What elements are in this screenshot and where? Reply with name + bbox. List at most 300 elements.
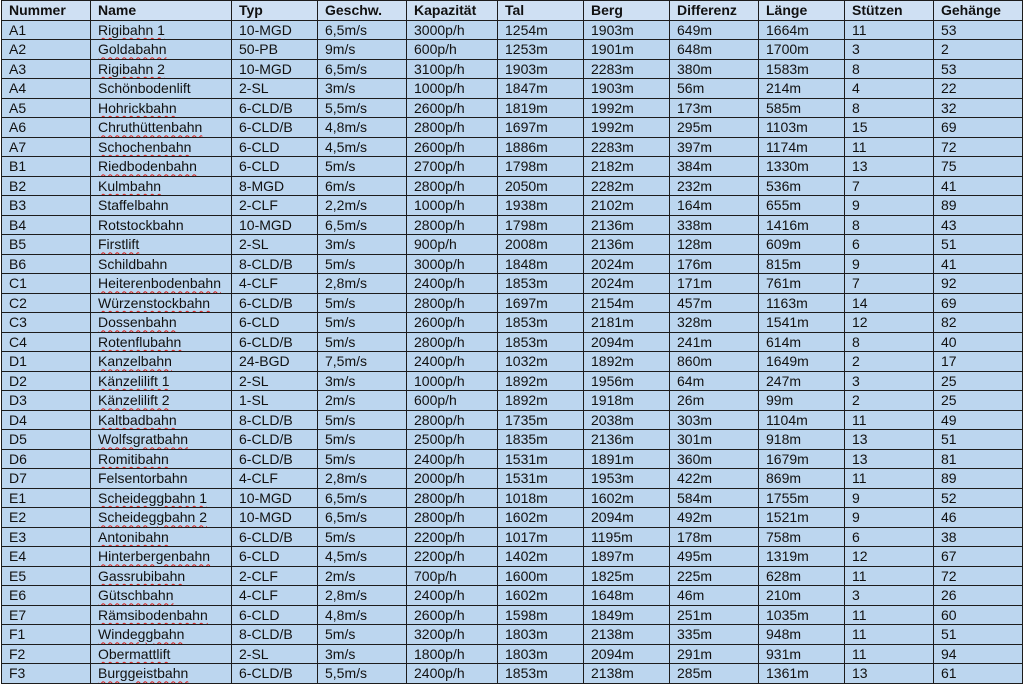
lift-name-text: Hinterbergenbahn	[98, 548, 211, 565]
cell-differenz: 380m	[670, 59, 759, 79]
cell-typ: 6-CLD	[232, 605, 318, 625]
cell-kapazitaet: 2600p/h	[407, 137, 498, 157]
cell-geschw: 5m/s	[318, 449, 407, 469]
cell-typ: 2-SL	[232, 644, 318, 664]
cell-geschw: 5m/s	[318, 410, 407, 430]
cell-gehaenge: 53	[934, 59, 1023, 79]
cell-differenz: 56m	[670, 79, 759, 99]
cell-differenz: 225m	[670, 566, 759, 586]
cell-kapazitaet: 2800p/h	[407, 293, 498, 313]
cell-nummer: B1	[2, 157, 91, 177]
cell-differenz: 128m	[670, 235, 759, 255]
cell-gehaenge: 61	[934, 664, 1023, 684]
lift-name-text: Firstlift	[98, 236, 140, 253]
cell-stuetzen: 2	[845, 391, 934, 411]
cell-nummer: E2	[2, 508, 91, 528]
table-row	[2, 254, 1023, 274]
cell-nummer: D3	[2, 391, 91, 411]
cell-differenz: 285m	[670, 664, 759, 684]
cell-gehaenge: 43	[934, 215, 1023, 235]
col-stuetzen-header: Stützen	[845, 1, 934, 21]
cell-laenge: 210m	[759, 586, 845, 606]
cell-berg: 1901m	[584, 40, 670, 60]
cell-differenz: 303m	[670, 410, 759, 430]
cell-name: Staffelbahn	[91, 196, 232, 216]
cell-gehaenge: 89	[934, 196, 1023, 216]
lift-name-text: Chruthüttenbahn	[98, 119, 203, 136]
cell-name	[91, 371, 232, 391]
cell-stuetzen: 11	[845, 605, 934, 625]
cell-gehaenge: 22	[934, 79, 1023, 99]
cell-gehaenge: 75	[934, 157, 1023, 177]
cell-berg: 2283m	[584, 59, 670, 79]
cell-gehaenge: 2	[934, 40, 1023, 60]
cell-geschw: 5m/s	[318, 430, 407, 450]
cell-nummer: A5	[2, 98, 91, 118]
cell-berg: 1953m	[584, 469, 670, 489]
cell-typ: 6-CLD	[232, 547, 318, 567]
cell-tal: 1598m	[498, 605, 584, 625]
cell-laenge: 1103m	[759, 118, 845, 138]
cell-nummer: F2	[2, 644, 91, 664]
cell-typ: 10-MGD	[232, 20, 318, 40]
cell-berg: 1918m	[584, 391, 670, 411]
cell-geschw: 5m/s	[318, 313, 407, 333]
cell-berg: 2094m	[584, 508, 670, 528]
cell-kapazitaet: 3200p/h	[407, 625, 498, 645]
cell-nummer: B2	[2, 176, 91, 196]
cell-name	[91, 605, 232, 625]
cell-name	[91, 352, 232, 372]
cell-laenge: 815m	[759, 254, 845, 274]
cell-berg: 2024m	[584, 254, 670, 274]
cell-nummer: B4	[2, 215, 91, 235]
cell-geschw: 4,8m/s	[318, 605, 407, 625]
cell-laenge: 1664m	[759, 20, 845, 40]
cell-stuetzen: 6	[845, 527, 934, 547]
cell-kapazitaet: 600p/h	[407, 40, 498, 60]
cell-typ: 2-SL	[232, 79, 318, 99]
cell-name	[91, 20, 232, 40]
lift-name-text: Obermattlift	[98, 645, 171, 662]
table-row	[2, 293, 1023, 313]
cell-berg: 2102m	[584, 196, 670, 216]
table-row	[2, 98, 1023, 118]
cell-gehaenge: 25	[934, 371, 1023, 391]
cell-stuetzen: 9	[845, 508, 934, 528]
cell-geschw: 4,5m/s	[318, 137, 407, 157]
cell-typ: 4-CLF	[232, 586, 318, 606]
cell-geschw: 6,5m/s	[318, 59, 407, 79]
table-row	[2, 79, 1023, 99]
cell-differenz: 295m	[670, 118, 759, 138]
cell-kapazitaet: 2600p/h	[407, 605, 498, 625]
cell-typ: 50-PB	[232, 40, 318, 60]
cell-geschw: 6,5m/s	[318, 488, 407, 508]
cell-stuetzen: 9	[845, 488, 934, 508]
cell-differenz: 232m	[670, 176, 759, 196]
cell-nummer: E5	[2, 566, 91, 586]
lift-name-text: Kaltbadbahn	[98, 411, 177, 428]
cell-berg: 2094m	[584, 332, 670, 352]
cell-geschw: 3m/s	[318, 644, 407, 664]
cell-name	[91, 176, 232, 196]
cell-typ: 2-CLF	[232, 196, 318, 216]
cell-geschw: 5m/s	[318, 254, 407, 274]
cell-geschw: 5m/s	[318, 527, 407, 547]
cell-geschw: 7,5m/s	[318, 352, 407, 372]
cell-stuetzen: 14	[845, 293, 934, 313]
cell-laenge: 214m	[759, 79, 845, 99]
col-laenge-header: Länge	[759, 1, 845, 21]
cell-stuetzen: 8	[845, 98, 934, 118]
table-row	[2, 196, 1023, 216]
cell-stuetzen: 8	[845, 332, 934, 352]
cell-kapazitaet: 3000p/h	[407, 254, 498, 274]
cell-stuetzen: 7	[845, 176, 934, 196]
cell-name	[91, 430, 232, 450]
cell-differenz: 64m	[670, 371, 759, 391]
cell-geschw: 6m/s	[318, 176, 407, 196]
cell-kapazitaet: 2400p/h	[407, 449, 498, 469]
cell-kapazitaet: 1000p/h	[407, 371, 498, 391]
cell-berg: 2024m	[584, 274, 670, 294]
cell-geschw: 5,5m/s	[318, 664, 407, 684]
cell-differenz: 495m	[670, 547, 759, 567]
col-typ-header: Typ	[232, 1, 318, 21]
cell-typ: 10-MGD	[232, 215, 318, 235]
table-row	[2, 391, 1023, 411]
cell-typ: 10-MGD	[232, 508, 318, 528]
lift-name-text: Schochenbahn	[98, 138, 192, 155]
cell-typ: 6-CLD	[232, 157, 318, 177]
cell-typ: 8-CLD/B	[232, 254, 318, 274]
cell-nummer: F3	[2, 664, 91, 684]
cell-typ: 6-CLD	[232, 313, 318, 333]
cell-kapazitaet: 2800p/h	[407, 176, 498, 196]
cell-tal: 1017m	[498, 527, 584, 547]
lift-name-text: Heiterenbodenbahn	[98, 275, 221, 292]
cell-stuetzen: 2	[845, 352, 934, 372]
cell-berg: 1825m	[584, 566, 670, 586]
cell-typ: 6-CLD/B	[232, 664, 318, 684]
cell-berg: 1195m	[584, 527, 670, 547]
cell-stuetzen: 9	[845, 254, 934, 274]
cell-tal: 1803m	[498, 644, 584, 664]
cell-name	[91, 410, 232, 430]
table-row	[2, 664, 1023, 684]
table-row	[2, 118, 1023, 138]
cell-kapazitaet: 2800p/h	[407, 215, 498, 235]
cell-gehaenge: 49	[934, 410, 1023, 430]
cell-nummer: A3	[2, 59, 91, 79]
cell-tal: 1254m	[498, 20, 584, 40]
cell-stuetzen: 3	[845, 40, 934, 60]
cell-kapazitaet: 2400p/h	[407, 586, 498, 606]
cell-laenge: 931m	[759, 644, 845, 664]
cell-kapazitaet: 1000p/h	[407, 196, 498, 216]
cell-berg: 2094m	[584, 644, 670, 664]
cell-tal: 1600m	[498, 566, 584, 586]
cell-stuetzen: 13	[845, 430, 934, 450]
cell-differenz: 241m	[670, 332, 759, 352]
cell-berg: 2138m	[584, 625, 670, 645]
cell-name	[91, 566, 232, 586]
lift-name-text: Kanzelbahn	[98, 353, 172, 370]
cell-laenge: 1035m	[759, 605, 845, 625]
table-row	[2, 40, 1023, 60]
cell-nummer: A2	[2, 40, 91, 60]
cell-nummer: E3	[2, 527, 91, 547]
cell-gehaenge: 82	[934, 313, 1023, 333]
cell-gehaenge: 53	[934, 20, 1023, 40]
cell-geschw: 2,8m/s	[318, 274, 407, 294]
lift-name-text: Rämsibodenbahn	[98, 606, 208, 623]
cell-tal: 1735m	[498, 410, 584, 430]
cell-kapazitaet: 2700p/h	[407, 157, 498, 177]
cell-typ: 6-CLD/B	[232, 332, 318, 352]
table-row	[2, 332, 1023, 352]
cell-kapazitaet: 2800p/h	[407, 410, 498, 430]
cell-gehaenge: 46	[934, 508, 1023, 528]
table-row	[2, 274, 1023, 294]
cell-name: Rotstockbahn	[91, 215, 232, 235]
cell-gehaenge: 72	[934, 137, 1023, 157]
col-geschw-header: Geschw.	[318, 1, 407, 21]
cell-differenz: 584m	[670, 488, 759, 508]
cell-typ: 6-CLD/B	[232, 430, 318, 450]
cell-laenge: 1319m	[759, 547, 845, 567]
cell-laenge: 247m	[759, 371, 845, 391]
lift-name-text: Rotenflubahn	[98, 333, 182, 350]
cell-geschw: 2m/s	[318, 391, 407, 411]
col-berg-header: Berg	[584, 1, 670, 21]
cell-tal: 1803m	[498, 625, 584, 645]
table-row	[2, 59, 1023, 79]
cell-kapazitaet: 700p/h	[407, 566, 498, 586]
table-row	[2, 410, 1023, 430]
cell-stuetzen: 7	[845, 274, 934, 294]
cell-typ: 8-CLD/B	[232, 625, 318, 645]
lift-name-text: Romitibahn	[98, 450, 169, 467]
cell-laenge: 1361m	[759, 664, 845, 684]
cell-nummer: B5	[2, 235, 91, 255]
cell-differenz: 328m	[670, 313, 759, 333]
cell-tal: 1819m	[498, 98, 584, 118]
cell-differenz: 173m	[670, 98, 759, 118]
table-row	[2, 527, 1023, 547]
cell-tal: 1892m	[498, 371, 584, 391]
lift-name-text: Känzelilift 1	[98, 372, 170, 389]
cell-nummer: D6	[2, 449, 91, 469]
table-row	[2, 313, 1023, 333]
cell-gehaenge: 81	[934, 449, 1023, 469]
cell-tal: 1402m	[498, 547, 584, 567]
table-row	[2, 176, 1023, 196]
cell-laenge: 758m	[759, 527, 845, 547]
cell-laenge: 1583m	[759, 59, 845, 79]
cell-tal: 2008m	[498, 235, 584, 255]
cell-berg: 1897m	[584, 547, 670, 567]
cell-berg: 2282m	[584, 176, 670, 196]
cell-nummer: C1	[2, 274, 91, 294]
cell-typ: 2-CLF	[232, 566, 318, 586]
cell-kapazitaet: 2200p/h	[407, 547, 498, 567]
cell-laenge: 585m	[759, 98, 845, 118]
cell-laenge: 1416m	[759, 215, 845, 235]
cell-differenz: 26m	[670, 391, 759, 411]
cell-tal: 1853m	[498, 332, 584, 352]
cell-stuetzen: 11	[845, 469, 934, 489]
cell-kapazitaet: 2400p/h	[407, 352, 498, 372]
cell-geschw: 2,8m/s	[318, 586, 407, 606]
lift-name-text: Wolfsgratbahn	[98, 431, 189, 448]
lift-name-text: Windeggbahn	[98, 626, 185, 643]
cell-nummer: B3	[2, 196, 91, 216]
cell-tal: 1018m	[498, 488, 584, 508]
cell-geschw: 5m/s	[318, 625, 407, 645]
cell-gehaenge: 94	[934, 644, 1023, 664]
cell-tal: 1798m	[498, 157, 584, 177]
cell-kapazitaet: 2400p/h	[407, 664, 498, 684]
col-name-header: Name	[91, 1, 232, 21]
cell-tal: 1253m	[498, 40, 584, 60]
cell-stuetzen: 6	[845, 235, 934, 255]
cell-typ: 6-CLD/B	[232, 98, 318, 118]
cell-name	[91, 547, 232, 567]
cell-tal: 1602m	[498, 508, 584, 528]
cell-tal: 2050m	[498, 176, 584, 196]
cell-nummer: F1	[2, 625, 91, 645]
cell-geschw: 4,5m/s	[318, 547, 407, 567]
cell-gehaenge: 51	[934, 625, 1023, 645]
cell-differenz: 291m	[670, 644, 759, 664]
cell-kapazitaet: 2600p/h	[407, 313, 498, 333]
table-row	[2, 352, 1023, 372]
cell-name	[91, 274, 232, 294]
cell-name	[91, 137, 232, 157]
table-row	[2, 20, 1023, 40]
cell-tal: 1032m	[498, 352, 584, 372]
cell-kapazitaet: 900p/h	[407, 235, 498, 255]
lift-name-text: Burggeistbahn	[98, 665, 189, 682]
cell-typ: 8-MGD	[232, 176, 318, 196]
cell-berg: 2136m	[584, 430, 670, 450]
table-row	[2, 547, 1023, 567]
cell-kapazitaet: 2800p/h	[407, 488, 498, 508]
cell-tal: 1853m	[498, 664, 584, 684]
cell-geschw: 5m/s	[318, 293, 407, 313]
cell-name	[91, 664, 232, 684]
cell-typ: 6-CLD/B	[232, 527, 318, 547]
cell-laenge: 1163m	[759, 293, 845, 313]
cell-berg: 1648m	[584, 586, 670, 606]
cell-geschw: 2,8m/s	[318, 469, 407, 489]
table-row	[2, 508, 1023, 528]
cell-name	[91, 98, 232, 118]
cell-geschw: 3m/s	[318, 235, 407, 255]
cell-differenz: 860m	[670, 352, 759, 372]
table-row	[2, 215, 1023, 235]
cell-typ: 10-MGD	[232, 488, 318, 508]
cell-laenge: 1649m	[759, 352, 845, 372]
cell-stuetzen: 3	[845, 586, 934, 606]
table-row	[2, 430, 1023, 450]
cell-name	[91, 235, 232, 255]
cell-berg: 1956m	[584, 371, 670, 391]
cell-geschw: 9m/s	[318, 40, 407, 60]
cell-tal: 1853m	[498, 274, 584, 294]
table-header-row	[2, 1, 1023, 21]
col-differenz-header: Differenz	[670, 1, 759, 21]
cell-nummer: C2	[2, 293, 91, 313]
cell-differenz: 360m	[670, 449, 759, 469]
cell-berg: 2038m	[584, 410, 670, 430]
cell-nummer: D1	[2, 352, 91, 372]
cell-berg: 1903m	[584, 20, 670, 40]
cell-laenge: 1755m	[759, 488, 845, 508]
cell-stuetzen: 12	[845, 313, 934, 333]
cell-stuetzen: 11	[845, 137, 934, 157]
table-row	[2, 235, 1023, 255]
cell-nummer: A1	[2, 20, 91, 40]
cell-tal: 1903m	[498, 59, 584, 79]
cell-kapazitaet: 600p/h	[407, 391, 498, 411]
cell-berg: 1849m	[584, 605, 670, 625]
cell-name	[91, 644, 232, 664]
cell-differenz: 649m	[670, 20, 759, 40]
cell-geschw: 5,5m/s	[318, 98, 407, 118]
cell-typ: 2-SL	[232, 371, 318, 391]
cell-name	[91, 59, 232, 79]
cell-geschw: 6,5m/s	[318, 508, 407, 528]
cell-nummer: A6	[2, 118, 91, 138]
cell-gehaenge: 17	[934, 352, 1023, 372]
cell-gehaenge: 89	[934, 469, 1023, 489]
lift-name-text: Kulmbahn	[98, 177, 162, 194]
cell-geschw: 6,5m/s	[318, 215, 407, 235]
cell-berg: 1602m	[584, 488, 670, 508]
cell-berg: 2181m	[584, 313, 670, 333]
cell-tal: 1938m	[498, 196, 584, 216]
cell-kapazitaet: 1800p/h	[407, 644, 498, 664]
lift-name-text: Riedbodenbahn	[98, 158, 197, 175]
cell-gehaenge: 52	[934, 488, 1023, 508]
cell-kapazitaet: 2600p/h	[407, 98, 498, 118]
cell-kapazitaet: 2500p/h	[407, 430, 498, 450]
cell-gehaenge: 69	[934, 293, 1023, 313]
cell-differenz: 397m	[670, 137, 759, 157]
cell-differenz: 171m	[670, 274, 759, 294]
cell-gehaenge: 60	[934, 605, 1023, 625]
cell-differenz: 422m	[670, 469, 759, 489]
cell-berg: 1992m	[584, 98, 670, 118]
cell-laenge: 1700m	[759, 40, 845, 60]
lift-name-text: Rigibahn 2	[98, 60, 165, 77]
cell-tal: 1835m	[498, 430, 584, 450]
cell-typ: 8-CLD/B	[232, 410, 318, 430]
cell-name	[91, 586, 232, 606]
lift-name-text: Goldabahn	[98, 41, 167, 58]
cell-nummer: E7	[2, 605, 91, 625]
cell-stuetzen: 8	[845, 59, 934, 79]
cell-nummer: C4	[2, 332, 91, 352]
col-tal-header: Tal	[498, 1, 584, 21]
lift-name-text: Dossenbahn	[98, 314, 177, 331]
cell-berg: 1992m	[584, 118, 670, 138]
cell-differenz: 648m	[670, 40, 759, 60]
cell-berg: 1892m	[584, 352, 670, 372]
